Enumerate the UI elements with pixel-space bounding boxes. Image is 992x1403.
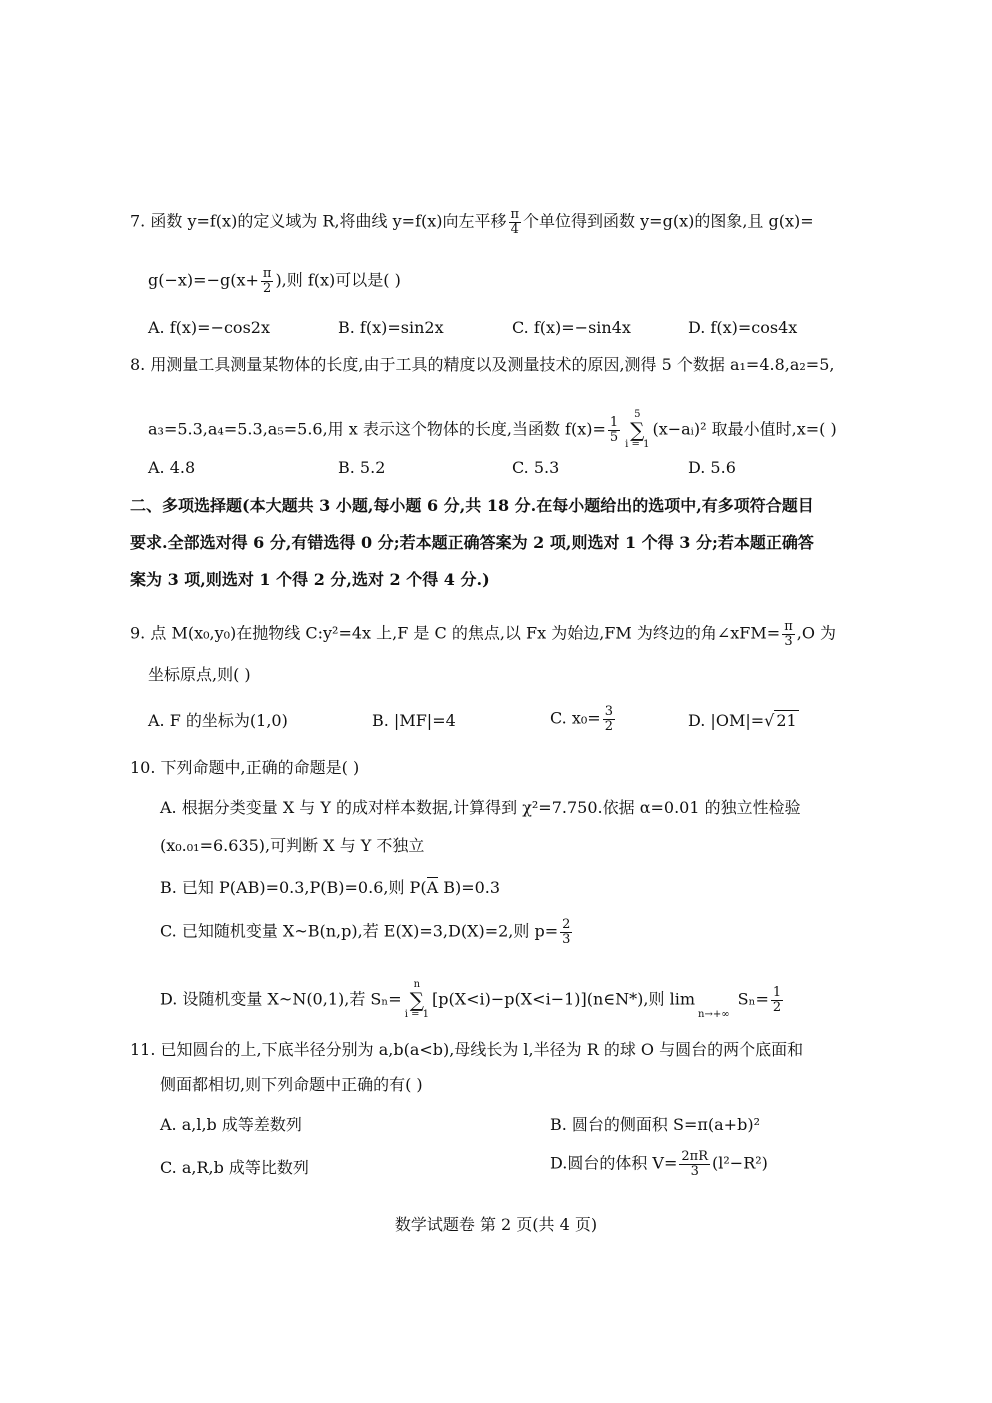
q9-radicand: 21 xyxy=(776,711,797,730)
q8-option-d: D. 5.6 xyxy=(688,458,736,477)
q10-option-b: B. 已知 P(AB)=0.3,P(B)=0.6,则 P(A B)=0.3 xyxy=(160,878,501,897)
q11-option-b: B. 圆台的侧面积 S=π(a+b)² xyxy=(550,1115,760,1134)
q11-line2: 侧面都相切,则下列命题中正确的有( ) xyxy=(160,1075,423,1094)
q9-option-d: D. |OM|=√ 21 xyxy=(688,711,797,730)
q7-option-a: A. f(x)=−cos2x xyxy=(148,318,270,337)
q10-summation: n ∑ i = 1 xyxy=(404,979,430,1020)
q11-option-c: C. a,R,b 成等比数列 xyxy=(160,1158,309,1177)
q9-line2: 坐标原点,则( ) xyxy=(148,665,251,684)
q10-option-a-line1: A. 根据分类变量 X 与 Y 的成对样本数据,计算得到 χ²=7.750.依据 α=0.01 的独立性检验 xyxy=(160,798,801,817)
q9-line1: 9. 点 M(x₀,y₀)在抛物线 C:y²=4x 上,F 是 C 的焦点,以 Fx 为始边,FM 为终边的角∠xFM= $\frac{\pi}{3}$ ,O 为 xyxy=(130,619,837,649)
q10-option-d: D. 设随机变量 X~N(0,1),若 Sₙ=n ∑ i = 1[p(X<i)−p(X<i−1)](n∈N*),则 limn→+∞ Sₙ= $\frac{1}{2}$ xyxy=(160,979,782,1020)
q7-option-d: D. f(x)=cos4x xyxy=(688,318,798,337)
section2-line2: 要求.全部选对得 6 分,有错选得 0 分;若本题正确答案为 2 项,则选对 1 个得 3 分;若本题正确答 xyxy=(130,533,814,552)
q11-option-d: D.圆台的体积 V= $\frac{2\pi R}{3}$ (l²−R²) xyxy=(550,1149,768,1179)
q10-frac-1-2: $\frac{1}{2}$ xyxy=(772,984,782,1015)
section2-line1: 二、多项选择题(本大题共 3 小题,每小题 6 分,共 18 分.在每小题给出的选项中,有多项符合题目 xyxy=(130,496,814,515)
q7-frac-pi-2: $\frac{\pi}{2}$ xyxy=(262,266,272,296)
q7-option-b: B. f(x)=sin2x xyxy=(338,318,444,337)
q7-frac-pi-4: $\frac{\pi}{4}$ xyxy=(510,207,520,237)
section2-line3: 案为 3 项,则选对 1 个得 2 分,选对 2 个得 4 分.) xyxy=(130,570,490,589)
q8-line2: a₃=5.3,a₄=5.3,a₅=5.6,用 x 表示这个物体的长度,当函数 f(x)= $\frac{1}{5}$ 5 ∑ i = 1(x−aᵢ)² 取最小值时,x=( ) xyxy=(148,409,837,450)
q8-summation: 5 ∑ i = 1 xyxy=(625,409,650,450)
q10-stem: 10. 下列命题中,正确的命题是( ) xyxy=(130,758,360,777)
q8-frac-1-5: $\frac{1}{5}$ xyxy=(609,414,619,445)
q9-frac-3-2: $\frac{3}{2}$ xyxy=(604,704,613,734)
q10-a-complement: A xyxy=(426,878,439,897)
q8-option-c: C. 5.3 xyxy=(512,458,560,477)
q10-frac-2-3: $\frac{2}{3}$ xyxy=(562,917,571,947)
q7-line1: 7. 函数 y=f(x)的定义域为 R,将曲线 y=f(x)向左平移 $\frac{\pi}{4}$ 个单位得到函数 y=g(x)的图象,且 g(x)= xyxy=(130,207,814,237)
q7-line2: g(−x)=−g(x+ $\frac{\pi}{2}$ ),则 f(x)可以是( ) xyxy=(148,266,401,296)
q9-option-b: B. |MF|=4 xyxy=(372,711,456,730)
q8-option-b: B. 5.2 xyxy=(338,458,386,477)
page-footer: 数学试题卷 第 2 页(共 4 页) xyxy=(394,1215,598,1234)
q11-line1: 11. 已知圆台的上,下底半径分别为 a,b(a<b),母线长为 l,半径为 R 的球 O 与圆台的两个底面和 xyxy=(130,1040,804,1059)
q9-frac-pi-3: $\frac{\pi}{3}$ xyxy=(784,619,793,649)
q9-option-a: A. F 的坐标为(1,0) xyxy=(148,711,288,730)
q10-option-a-line2: (x₀.₀₁=6.635),可判断 X 与 Y 不独立 xyxy=(160,836,425,855)
q10-limit-subscript: n→+∞ xyxy=(698,1009,730,1020)
q8-option-a: A. 4.8 xyxy=(148,458,196,477)
q11-frac-2piR-3: $\frac{2\pi R}{3}$ xyxy=(681,1149,709,1179)
q10-option-c: C. 已知随机变量 X~B(n,p),若 E(X)=3,D(X)=2,则 p= $\frac{2}{3}$ xyxy=(160,917,571,947)
q11-option-a: A. a,l,b 成等差数列 xyxy=(160,1115,302,1134)
q8-line1: 8. 用测量工具测量某物体的长度,由于工具的精度以及测量技术的原因,测得 5 个数据 a₁=4.8,a₂=5, xyxy=(130,355,835,374)
q9-option-c: C. x₀= $\frac{3}{2}$ xyxy=(550,704,613,734)
q7-option-c: C. f(x)=−sin4x xyxy=(512,318,631,337)
